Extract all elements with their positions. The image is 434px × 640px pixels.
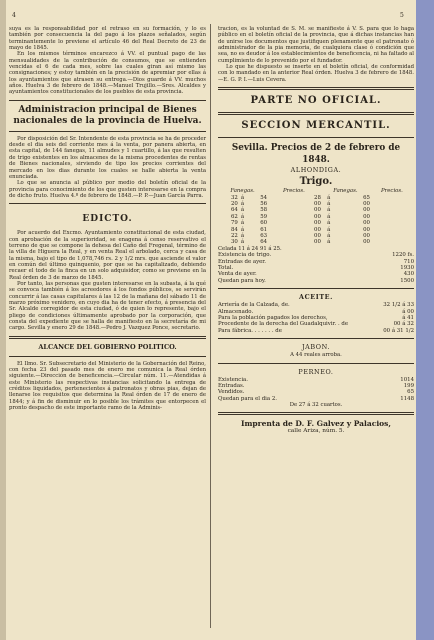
double-divider — [218, 87, 414, 90]
table-cell: 58 — [260, 207, 268, 214]
column-divider — [210, 24, 211, 628]
table-cell: 56 — [260, 200, 268, 207]
table-cell: á — [327, 232, 331, 239]
table-cell: 84 — [231, 226, 238, 233]
row-label: Para fábrica. . . . . . . de — [218, 327, 282, 334]
table-cell: 00 — [363, 239, 370, 246]
jabon-heading: JABON. — [301, 343, 331, 352]
table-cell: 62 — [231, 213, 238, 220]
fanegas-header: Fanegas. — [230, 188, 255, 195]
row-value: 32 1/2 á 33 — [383, 302, 414, 309]
row-label: Quedan para el dia 2. — [218, 395, 277, 402]
row-value: 65 — [407, 389, 414, 396]
aceite-heading: ACEITE. — [299, 293, 333, 302]
table-cell: á — [240, 226, 245, 233]
row-label: Procedente de la derecha del Guadalquivir. . de — [218, 321, 349, 328]
celada-line: Celada 11 á 24 91 á 25. — [218, 245, 282, 252]
parte-no-oficial-heading: PARTE NO OFICIAL. — [250, 95, 382, 107]
perneo-note: De 27 á 32 cuartos. — [289, 402, 343, 409]
table-cell: á — [240, 200, 245, 207]
table-cell: 00 — [314, 239, 321, 246]
page-number-left: 4 — [12, 12, 16, 19]
divider — [9, 203, 206, 204]
row-value: 710 — [403, 258, 414, 265]
table-cell: 00 — [314, 200, 321, 207]
precios-header: Precios. — [283, 188, 305, 195]
row-label: Existencia de trigo. — [218, 252, 272, 259]
left-paragraph-2: En los mismos términos encarezco á VV. el puntual pago de las mensualidades de la contribución de consumos, que se entienden vencidas el 6 de cada mes, sobre las cuales giran así mismo las consignaciones; y estoy también en la precisión de apremiar por ellas á los ayuntamientos que atrasen su entrega.—Dios guarde á VV. muchos años. Huelva 3 de febrero de 1848.—Manuel Trujillo.—Sres. Alcaldes y ayuntamientos constitucionales de los pueblos de esta provincia. — [9, 51, 206, 96]
table-cell: á — [327, 207, 331, 214]
divider — [218, 137, 414, 138]
table-cell: 00 — [314, 213, 321, 220]
page-spine — [0, 0, 6, 640]
table-cell: 00 — [363, 207, 370, 214]
row-value: á 00 — [402, 308, 414, 315]
perneo-heading: PERNEO. — [298, 367, 334, 376]
row-value: 00 á 31 1/2 — [383, 327, 414, 334]
table-cell: 63 — [260, 232, 268, 239]
table-cell: 00 — [314, 220, 321, 227]
table-cell: 60 — [260, 220, 268, 227]
edicto-heading: EDICTO. — [82, 214, 133, 225]
divider — [218, 288, 414, 289]
table-cell: 65 — [363, 194, 370, 201]
row-value: 1220 fs. — [392, 252, 414, 259]
table-cell: á — [240, 213, 245, 220]
table-cell: 64 — [231, 207, 238, 214]
seccion-mercantil-heading: SECCION MERCANTIL. — [241, 120, 391, 132]
trigo-heading: Trigo. — [299, 176, 333, 188]
alhondiga-heading: ALHONDIGA. — [290, 166, 342, 175]
admin-heading: Administracion principal de Bienes nacionales de la provincia de Huelva. — [13, 104, 202, 126]
row-label: Venta de ayer. — [218, 271, 257, 278]
table-cell: 54 — [260, 194, 268, 201]
table-cell: 00 — [363, 220, 370, 227]
double-divider — [218, 112, 414, 115]
table-cell: 00 — [314, 232, 321, 239]
trigo-existence-table — [218, 252, 414, 284]
table-cell: á — [240, 207, 245, 214]
row-value: 1014 — [400, 376, 414, 383]
row-value: 1148 — [400, 395, 414, 402]
aceite-table — [218, 302, 414, 334]
edicto-paragraph-2: Por tanto, las personas que gusten interesarse en la subasta, á la qué se convoca también á los acreedores á los fondos públicos, se servirán concurrir á las casas capitulares á las 12 de la mañana del sábado 11 de marzo próximo venidero, en cuyo dia ha de tener efecto, á presencia del Sr. Alcalde corregidor de esta ciudad, ó de quien lo represente, bajo el pliego de condiciones últimamente aprobado por la corporación, que consta del expediente que se halla de manifiesto en la secretaría de mi cargo. Sevilla y enero 29 de 1848.—Pedro J. Vazquez Ponce, secretario. — [9, 280, 206, 332]
jabon-price: A 44 reales arroba. — [290, 352, 342, 359]
table-cell: á — [240, 232, 245, 239]
row-label: Total. — [218, 264, 234, 271]
row-value: 1930 — [400, 264, 414, 271]
table-cell: á — [240, 220, 245, 227]
left-top-paragraph: suya es la responsabilidad por el retraso en su formación, y lo es también por consecuencia la del pago á los plazos señalados, según terminantemente lo previene el artículo 46 del Real Decreto de 23 de mayo de 1845. — [9, 26, 206, 52]
row-value: á 41 — [402, 314, 414, 321]
table-cell: 30 — [231, 239, 238, 246]
double-divider — [9, 336, 206, 339]
table-cell: á — [327, 200, 331, 207]
table-cell: á — [240, 239, 245, 246]
edicto-paragraph-1: Por acuerdo del Excmo. Ayuntamiento constitucional de esta ciudad, con aprobación de la superioridad, se enagena á censo reservativo el terreno de que se compone la dehesa del Caño del Fregenal, término de la villa de Higuera la Real, y en venta Real el arbolado, cerca y casa de la misma, bajo el tipo de 1,078,746 rs. 2 y 1/2 mrs. que asciende el valor en común del último quinquenio, por que se ha capitalizado, debiendo recaer el todo de la finca en un solo adquisidor, como se previene en la Real órden de 3 de marzo de 1845. — [9, 230, 206, 281]
row-value: 1500 — [400, 277, 414, 284]
table-cell: 00 — [363, 200, 370, 207]
table-cell: 00 — [363, 232, 370, 239]
table-cell: á — [327, 213, 331, 220]
precios-header: Precios. — [381, 188, 403, 195]
alcance-heading: ALCANCE DEL GOBIERNO POLITICO. — [38, 342, 177, 351]
row-label: Almacenado. — [218, 308, 254, 315]
fanegas-header: Fanegas. — [333, 188, 358, 195]
row-label: Quedan para hoy. — [218, 277, 266, 284]
table-row — [218, 278, 414, 284]
table-cell: 59 — [260, 213, 268, 220]
table-cell: 00 — [363, 213, 370, 220]
blue-edge-stripe — [416, 0, 434, 640]
table-cell: 61 — [260, 226, 268, 233]
double-divider — [218, 412, 414, 415]
alcance-paragraph: El Ilmo. Sr. Subsecretario del Ministerio de la Gobernación del Reino, con fecha 23 del pasado mes de enero me comunica la Real órden siguiente.—Dirección de beneficencia.—Circular núm. 11.—Atendidas á este Ministerio las respectivas instancias solicitando la entrega de créditos liquidados, pertenecientes á patronatos y obras pias, dejan de llenarse los requisitos que determina la Real órden de 17 de enero de 1844; y á fin de disminuir en lo posible los trámites que entorpecen el pronto despacho de este importante ramo de la Adminis- — [9, 360, 206, 412]
row-label: Entradas. — [218, 382, 245, 389]
page-number-right: 5 — [400, 12, 404, 19]
table-cell: 32 — [231, 194, 238, 201]
table-cell: á — [240, 194, 245, 201]
divider — [9, 131, 206, 132]
row-label: Arriería de la Calzada, de. — [218, 302, 290, 309]
trigo-price-table — [218, 188, 414, 246]
table-cell: 20 — [231, 200, 238, 207]
row-label: Existencia. — [218, 376, 248, 383]
table-cell: á — [327, 239, 331, 246]
table-cell: á — [327, 226, 331, 233]
row-label: Entradas de ayer. — [218, 258, 267, 265]
table-cell: á — [327, 194, 331, 201]
imprenta-line: Imprenta de D. F. Galvez y Palacios, — [240, 419, 392, 429]
divider — [9, 100, 206, 101]
divider — [218, 338, 414, 339]
table-cell: 00 — [314, 226, 321, 233]
imprenta-address: calle Ariza, núm. 5. — [287, 428, 345, 435]
row-value: 00 á 32 — [393, 321, 414, 328]
row-label: Vendidos. — [218, 389, 245, 396]
right-paragraph-2: Lo que he dispuesto se inserte en el boletín oficial, de conformidad con lo mandado en la anterior Real órden. Huelva 3 de febrero de 1848.—E. G. P. I.—Luis Cevera. — [218, 64, 414, 83]
admin-paragraph-1: Por disposición del Sr. Intendente de esta provincia se ha de proceder desde el dia seis del corriente mes á la venta, por panera abierta, en esta capital, de 144 fanegas, 11 almudes y 1 cuartillo, á las que resulten de trigo existentes en los almacenes de la misma procedentes de rentas de Bienes nacionales, sirviendo de tipo los precios corrientes del mercado en los dias durante los cuales se halle abierta la venta enunciada. — [9, 135, 206, 180]
perneo-table — [218, 377, 414, 403]
table-cell: 00 — [363, 226, 370, 233]
row-value: 430 — [403, 271, 414, 278]
table-cell: 22 — [231, 232, 238, 239]
right-top-paragraph: tracion, es la voluntad de S. M. se manifieste á V. S. para que lo haga público en el boletín oficial de la provincia, que á dichas instancias han de unirse los documentos que justifiquen plenamente que el patronato ó administrador de la pia memoria, de cualquiera clase ó condición que sea, no es deudor á los establecimientos de beneficencia, ni ha faltado al cumplimiento de lo prevenido por el fundador. — [218, 26, 414, 64]
table-cell: 28 — [314, 194, 321, 201]
admin-paragraph-2: Lo que se anuncia al público por medio del boletín oficial de la provincia para conocimiento de los que gusten interesarse en la compra de dicho fruto. Huelva 4.º de febrero de 1848.—P. P.—Juan García Parra. — [9, 180, 206, 199]
table-cell: 79 — [231, 220, 238, 227]
row-value: 199 — [403, 382, 414, 389]
right-column — [218, 26, 414, 435]
sevilla-prices-heading: Sevilla. Precios de 2 de febrero de 1848. — [231, 143, 401, 166]
table-row — [218, 328, 414, 334]
left-column — [9, 26, 206, 411]
table-cell: á — [327, 220, 331, 227]
table-cell: 00 — [314, 207, 321, 214]
table-cell: 64 — [260, 239, 268, 246]
row-label: Para la población pagados los derechos, — [218, 314, 328, 321]
divider — [218, 363, 414, 364]
divider — [9, 356, 206, 357]
